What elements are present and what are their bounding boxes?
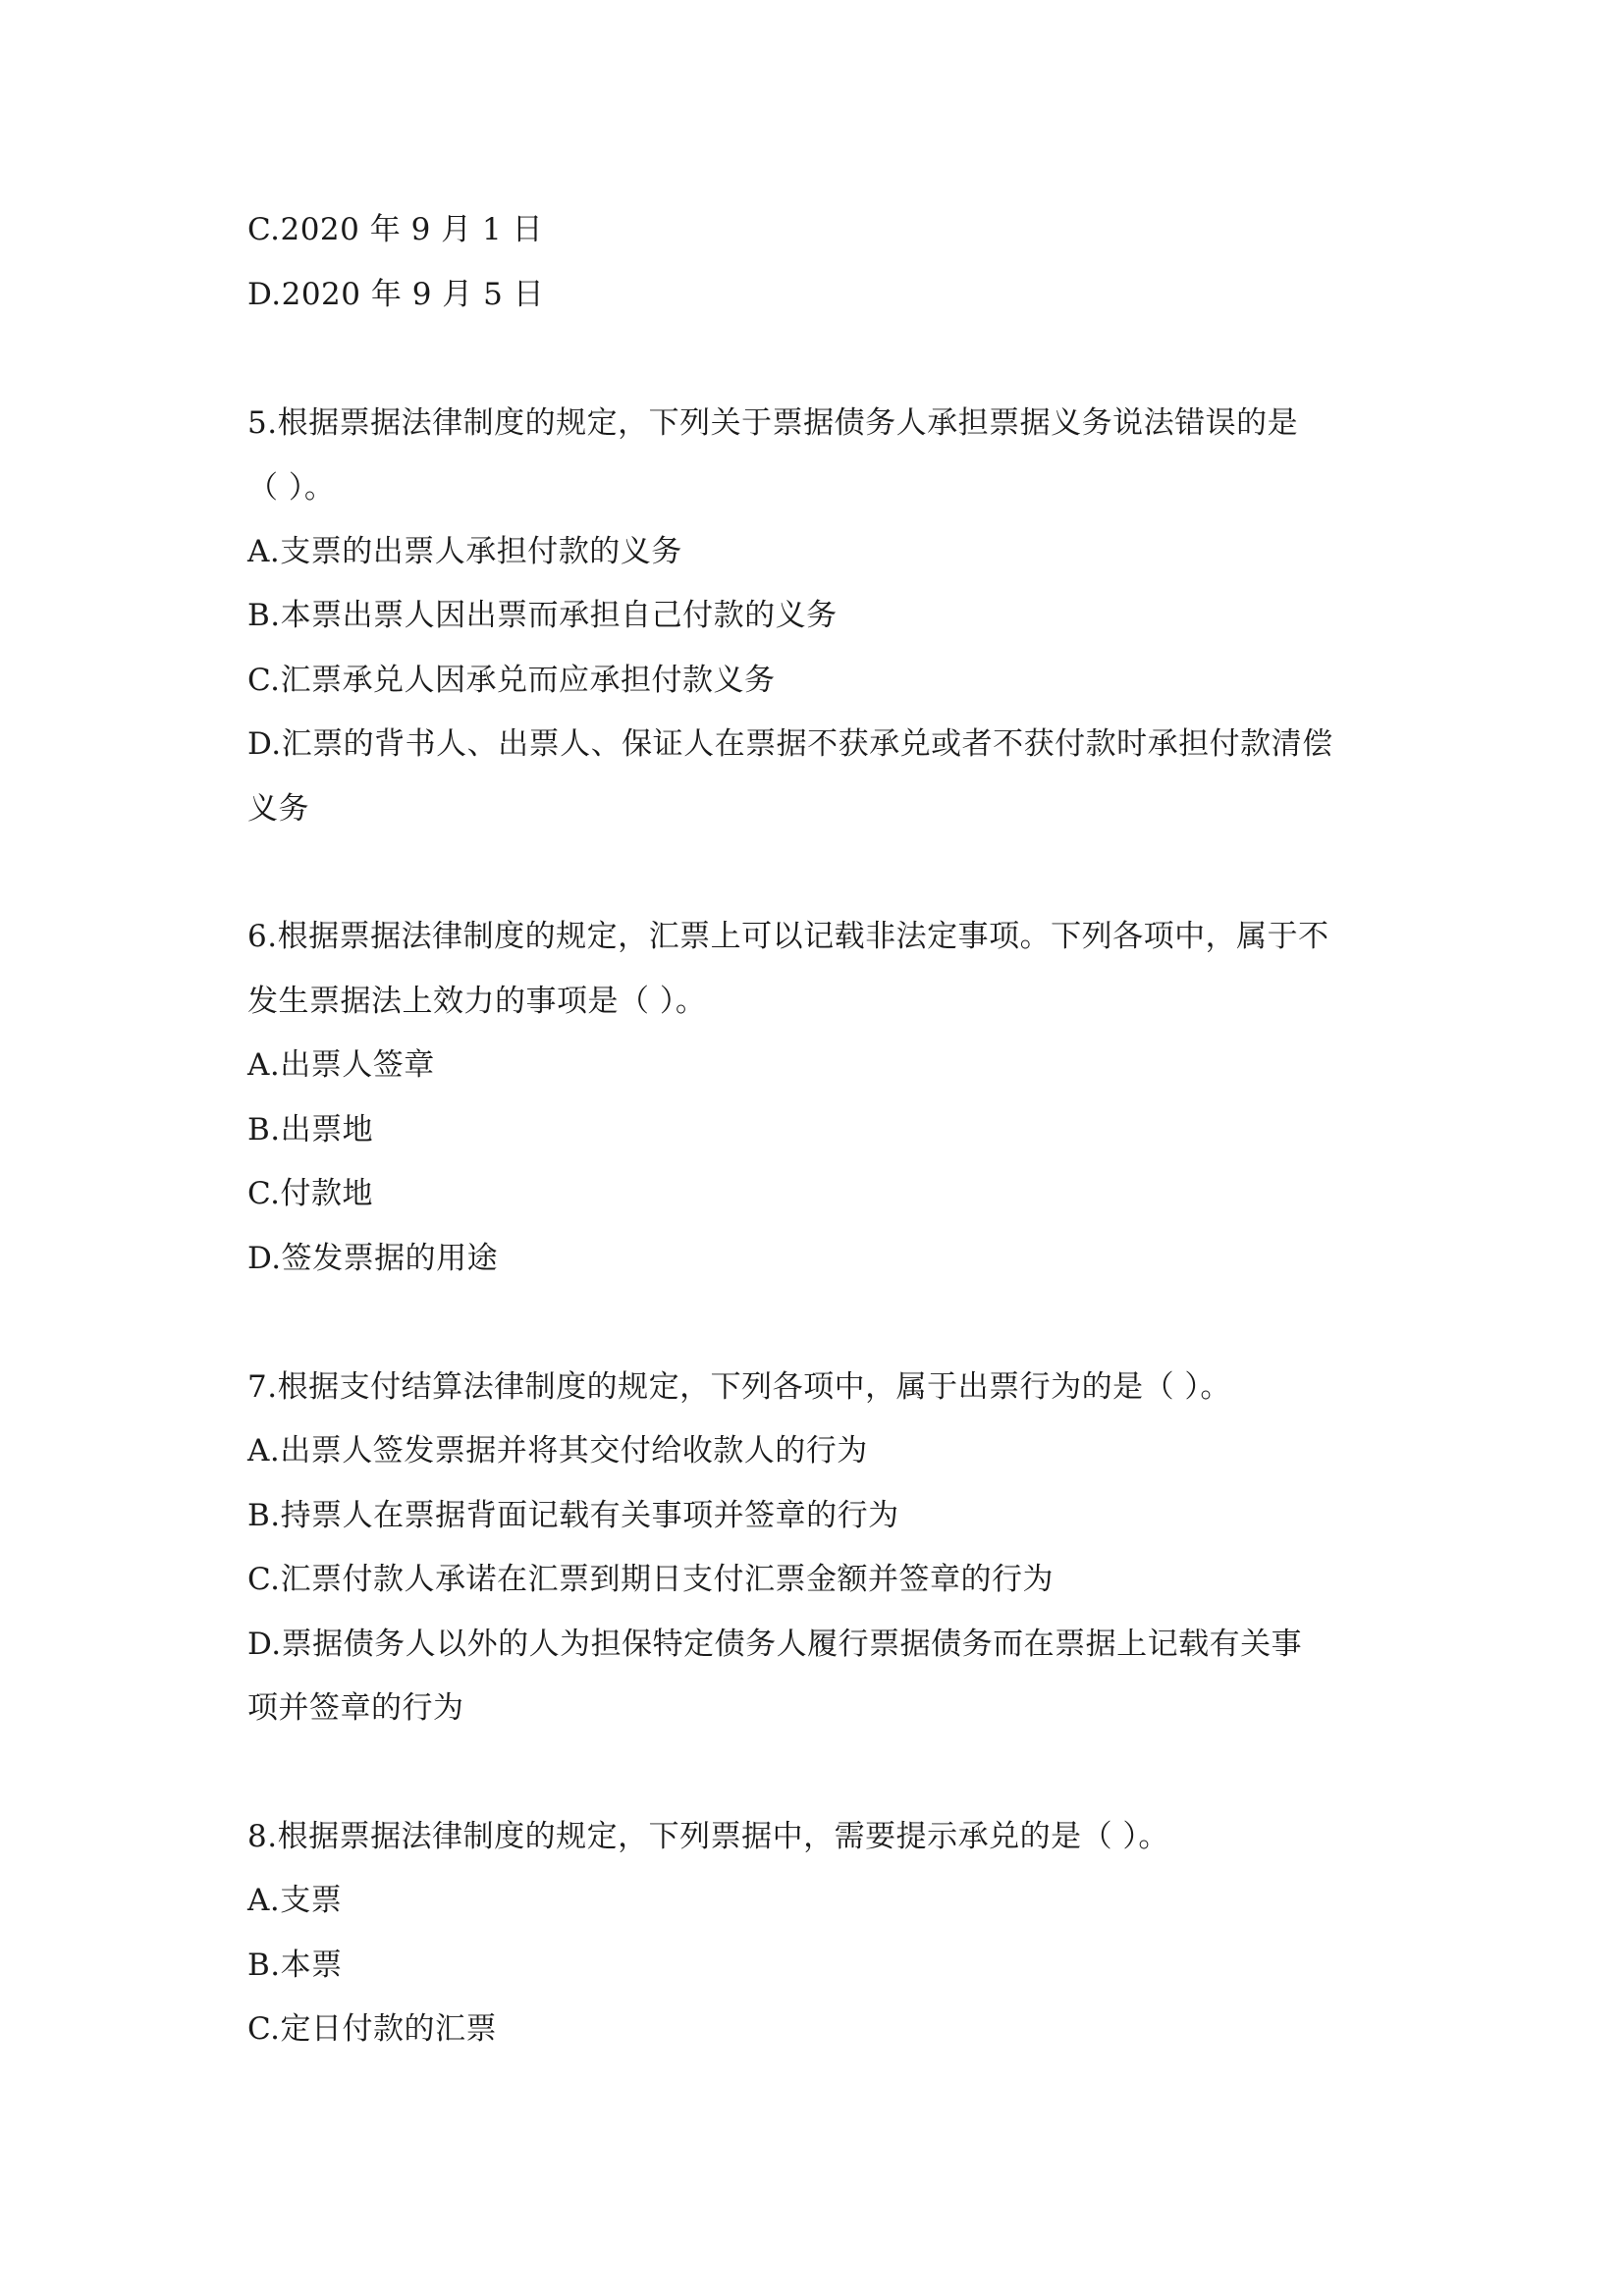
q7-stem: 7.根据支付结算法律制度的规定，下列各项中，属于出票行为的是（ ）。 <box>247 1369 1231 1405</box>
prev-option-d: D.2020 年 9 月 5 日 <box>247 277 545 312</box>
prev-option-c: C.2020 年 9 月 1 日 <box>247 212 544 247</box>
q6-stem-line1: 6.根据票据法律制度的规定，汇票上可以记载非法定事项。下列各项中，属于不 <box>247 919 1329 954</box>
q5-option-d-line2: 义务 <box>247 791 309 827</box>
q5-stem-line2: （ ）。 <box>247 470 336 506</box>
q5-option-d-line1: D.汇票的背书人、出票人、保证人在票据不获承兑或者不获付款时承担付款清偿 <box>247 726 1333 762</box>
q6-option-b: B.出票地 <box>247 1112 374 1148</box>
q7-option-a: A.出票人签发票据并将其交付给收款人的行为 <box>247 1433 868 1468</box>
q8-stem: 8.根据票据法律制度的规定，下列票据中，需要提示承兑的是（ ）。 <box>247 1819 1169 1854</box>
q6-option-c: C.付款地 <box>247 1176 373 1211</box>
q6-option-d: D.签发票据的用途 <box>247 1241 499 1276</box>
q7-option-c: C.汇票付款人承诺在汇票到期日支付汇票金额并签章的行为 <box>247 1562 1054 1597</box>
q5-option-b: B.本票出票人因出票而承担自己付款的义务 <box>247 598 838 633</box>
q7-option-d-line2: 项并签章的行为 <box>247 1690 464 1726</box>
q5-option-c: C.汇票承兑人因承兑而应承担付款义务 <box>247 663 776 698</box>
q7-option-b: B.持票人在票据背面记载有关事项并签章的行为 <box>247 1498 899 1533</box>
q6-stem-line2: 发生票据法上效力的事项是（ ）。 <box>247 984 707 1019</box>
q6-option-a: A.出票人签章 <box>247 1047 435 1083</box>
q5-stem-line1: 5.根据票据法律制度的规定，下列关于票据债务人承担票据义务说法错误的是 <box>247 405 1299 441</box>
q5-option-a: A.支票的出票人承担付款的义务 <box>247 534 682 569</box>
q8-option-a: A.支票 <box>247 1883 343 1918</box>
q8-option-c: C.定日付款的汇票 <box>247 2011 497 2047</box>
q8-option-b: B.本票 <box>247 1948 343 1983</box>
q7-option-d-line1: D.票据债务人以外的人为担保特定债务人履行票据债务而在票据上记载有关事 <box>247 1627 1303 1662</box>
